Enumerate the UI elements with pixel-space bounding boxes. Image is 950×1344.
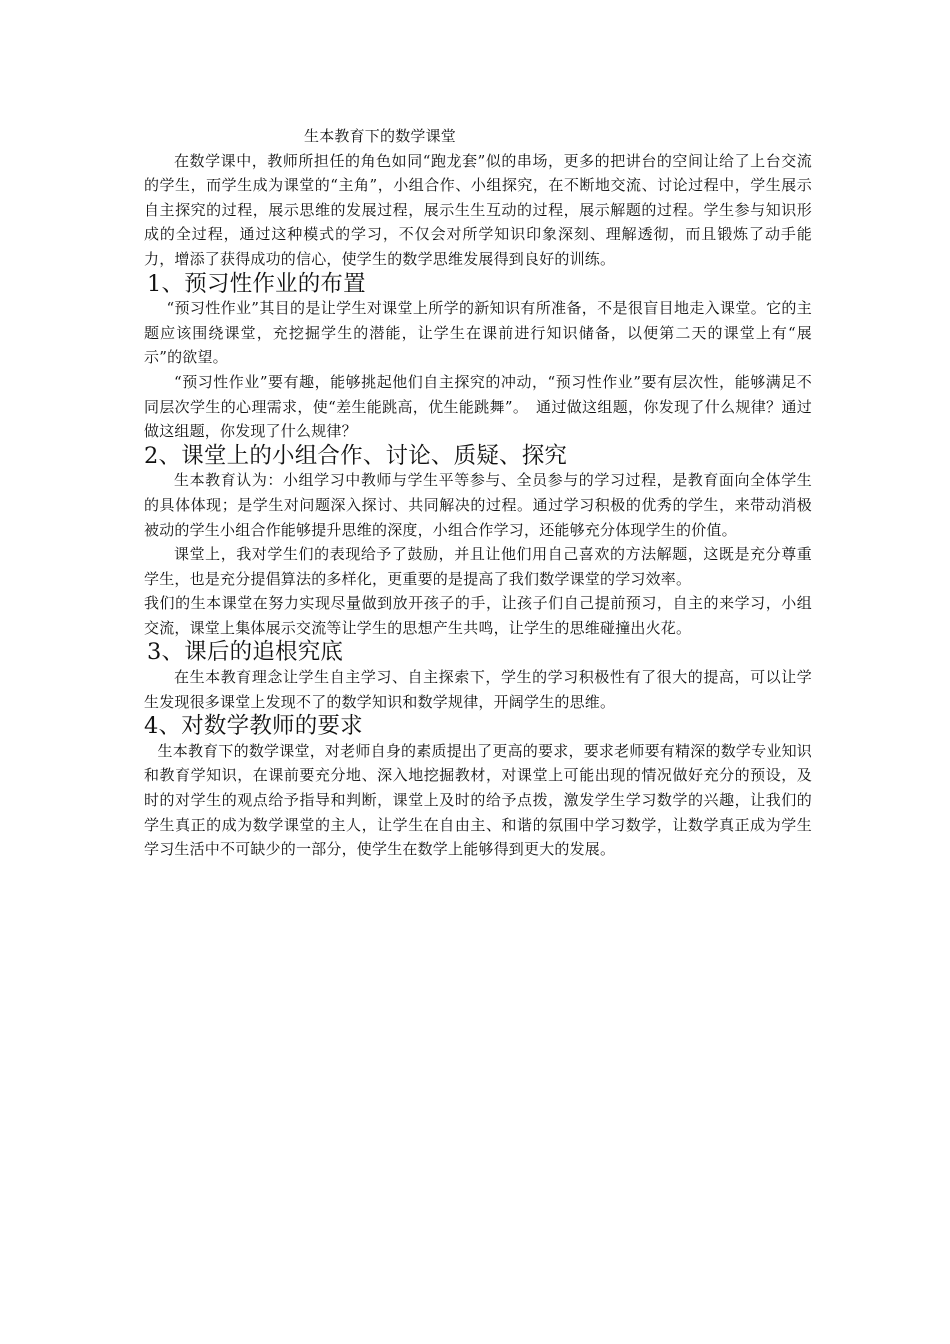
intro-paragraph: 在数学课中，教师所担任的角色如同“跑龙套”似的串场，更多的把讲台的空间让给了上台交流的学生，而学生成为课堂的“主角”，小组合作、小组探究，在不断地交流、讨论过程中，学生展示自主探究的过程，展示思维的发展过程，展示生生互动的过程，展示解题的过程。学生参与知识形成的全过程，通过这种模式的学习，不仅会对所学知识印象深刻、理解透彻，而且锻炼了动手能力，增添了获得成功的信心，使学生的数学思维发展得到良好的训练。 — [144, 151, 812, 268]
document-title: 生本教育下的数学课堂 — [304, 127, 457, 145]
section-2-paragraph-1: 生本教育认为：小组学习中教师与学生平等参与、全员参与的学习过程，是教育面向全体学生的具体体现；是学生对问题深入探讨、共同解决的过程。通过学习积极的优秀的学生，来带动消极被动的学生小组合作能够提升思维的深度，小组合作学习，还能够充分体现学生的价值。 — [144, 471, 812, 539]
section-2-paragraph-3: 我们的生本课堂在努力实现尽量做到放开孩子的手，让孩子们自己提前预习，自主的来学习，小组交流，课堂上集体展示交流等让学生的思想产生共鸣，让学生的思维碰撞出火花。 — [144, 594, 812, 637]
section-1-paragraph-2: “预习性作业”要有趣，能够挑起他们自主探究的冲动，“预习性作业”要有层次性，能够满足不同层次学生的心理需求，使“差生能跳高，优生能跳舞”。 通过做这组题，你发现了什么规律？通过做这组题，你发现了什么规律？ — [144, 372, 812, 441]
section-heading-3: 3、课后的追根究底 — [147, 639, 344, 666]
section-3-paragraph-1: 在生本教育理念让学生自主学习、自主探索下，学生的学习积极性有了很大的提高，可以让学生发现很多课堂上发现不了的数学知识和数学规律，开阔学生的思维。 — [144, 668, 812, 711]
section-4-paragraph-1: 生本教育下的数学课堂，对老师自身的素质提出了更高的要求，要求老师要有精深的数学专业知识和教育学知识，在课前要充分地、深入地挖掘教材，对课堂上可能出现的情况做好充分的预设，及时的对学生的观点给予指导和判断，课堂上及时的给予点拨，激发学生学习数学的兴趣，让我们的学生真正的成为数学课堂的主人，让学生在自由主、和谐的氛围中学习数学，让数学真正成为学生学习生活中不可缺少的一部分，使学生在数学上能够得到更大的发展。 — [144, 741, 812, 859]
section-2-paragraph-2: 课堂上，我对学生们的表现给予了鼓励，并且让他们用自己喜欢的方法解题，这既是充分尊重学生，也是充分提倡算法的多样化，更重要的是提高了我们数学课堂的学习效率。 — [144, 545, 812, 588]
document-body — [144, 124, 812, 862]
section-heading-4: 4、对数学教师的要求 — [144, 713, 363, 740]
section-heading-2: 2、课堂上的小组合作、讨论、质疑、探究 — [144, 442, 568, 469]
section-1-paragraph-1: “预习性作业”其目的是让学生对课堂上所学的新知识有所准备，不是很盲目地走入课堂。它的主题应该围绕课堂，充挖掘学生的潜能，让学生在课前进行知识储备，以便第二天的课堂上有“展示”的欲望。 — [144, 299, 812, 367]
section-heading-1: 1、预习性作业的布置 — [147, 270, 366, 297]
